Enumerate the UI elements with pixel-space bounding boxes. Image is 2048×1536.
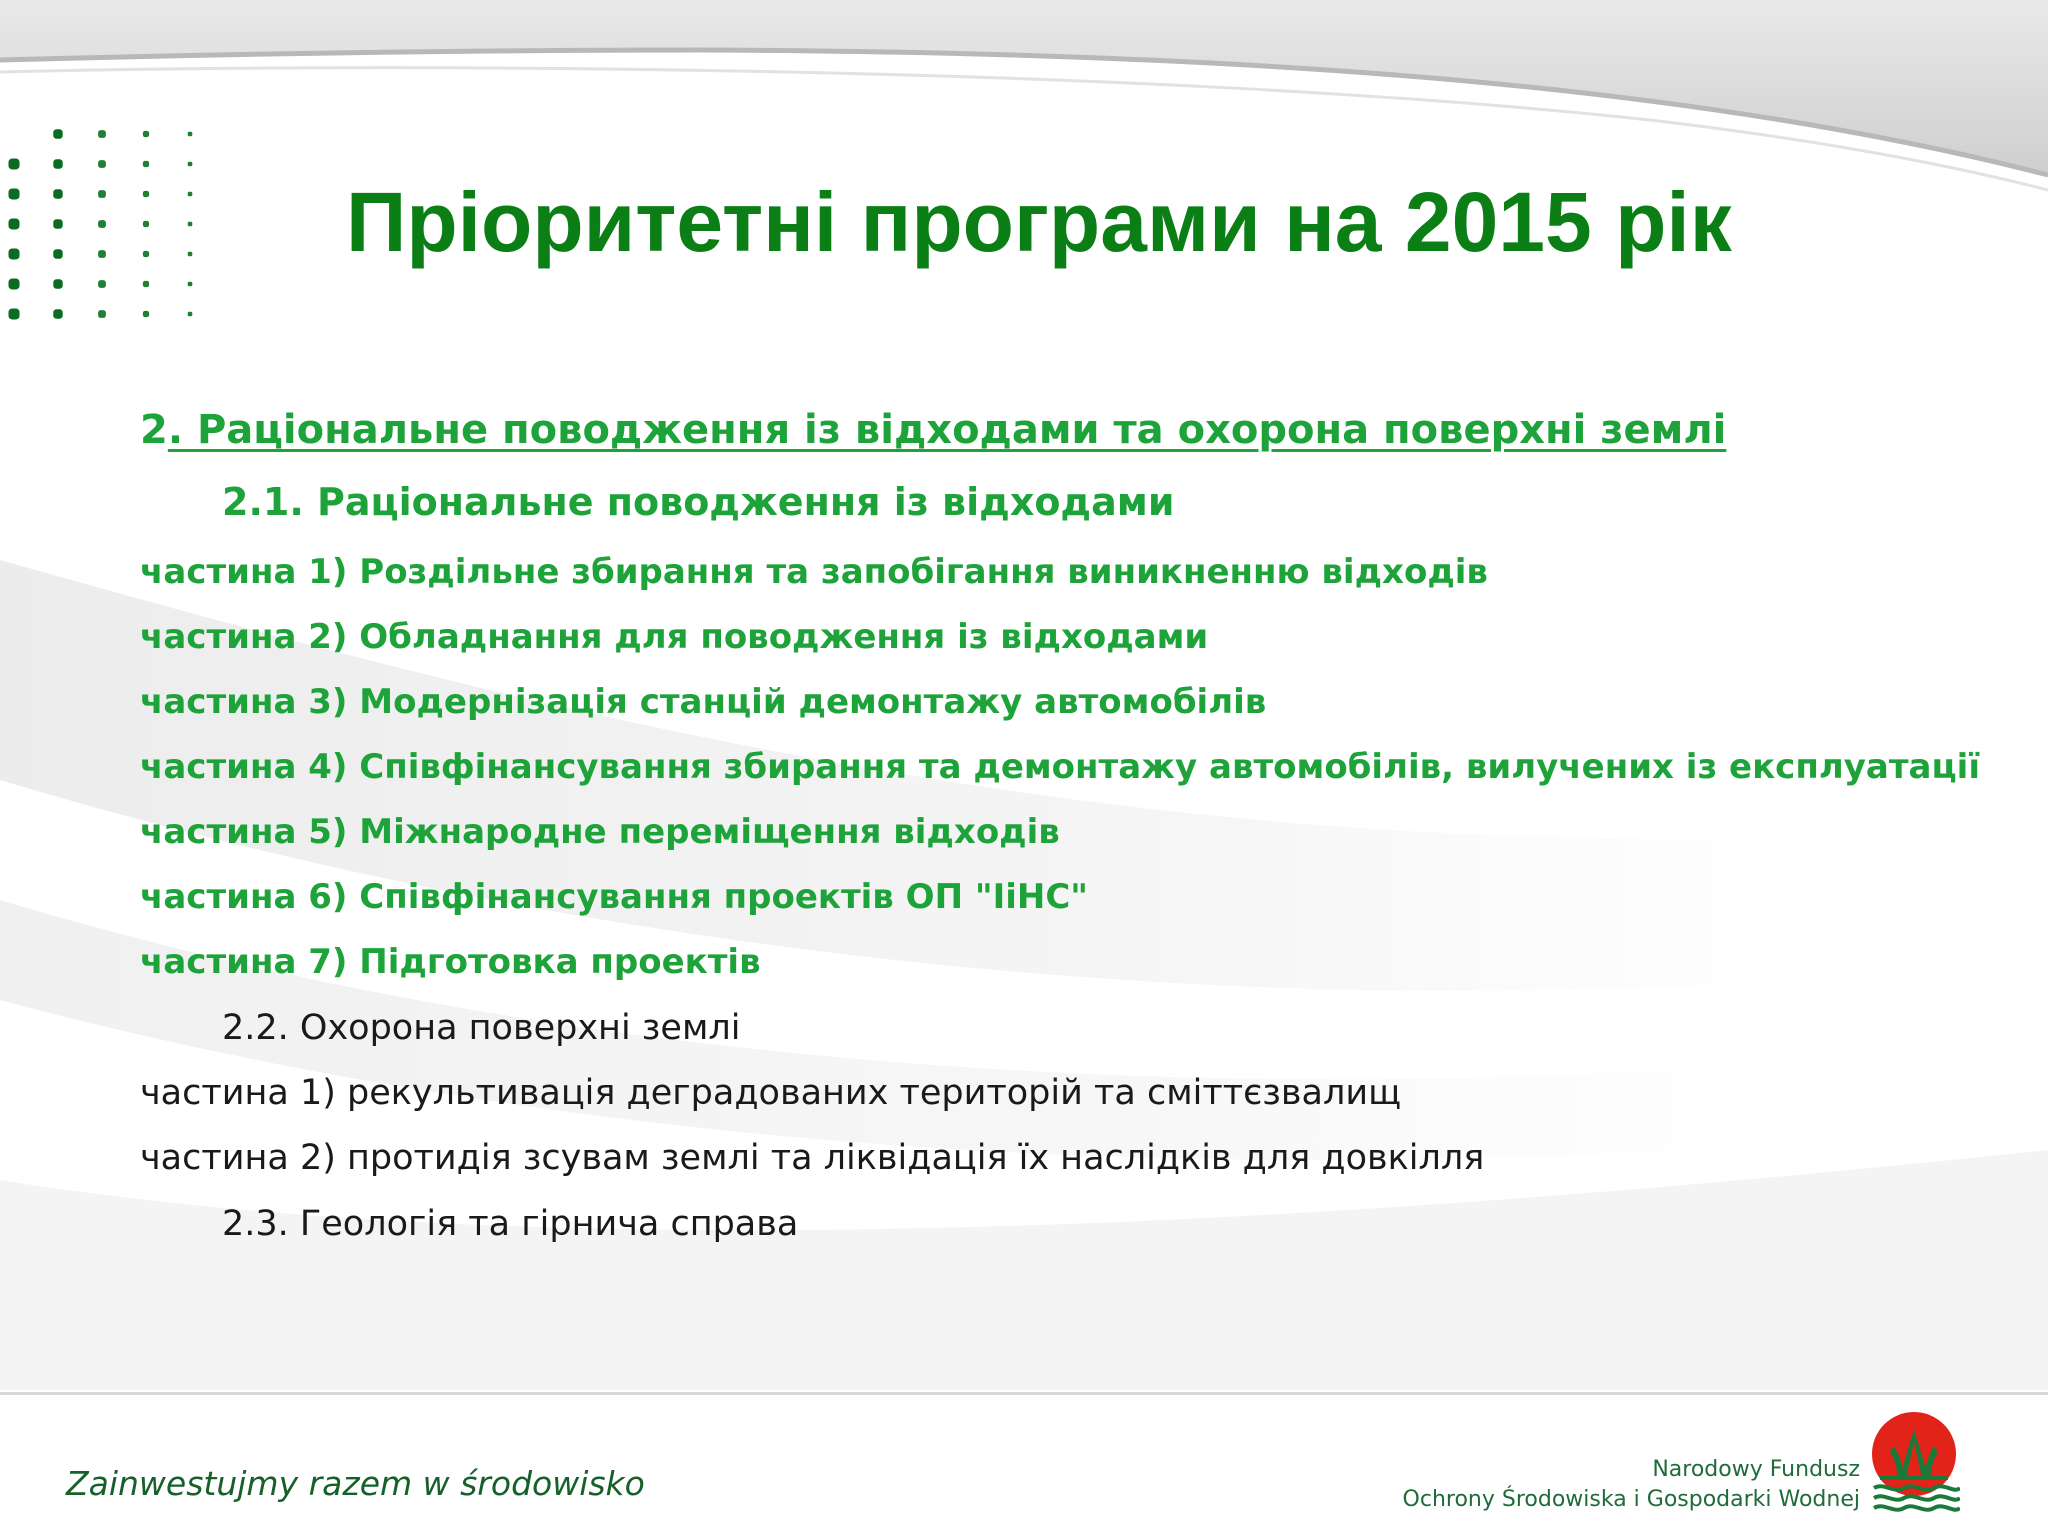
decorative-dot bbox=[143, 281, 149, 287]
decorative-dot bbox=[143, 191, 149, 197]
decorative-dot bbox=[188, 252, 193, 257]
decorative-dot bbox=[188, 132, 193, 137]
decorative-dot bbox=[53, 249, 62, 258]
decorative-dot bbox=[98, 220, 106, 228]
decorative-dot bbox=[9, 279, 20, 290]
decorative-dot bbox=[9, 249, 20, 260]
decorative-dot bbox=[98, 280, 106, 288]
decorative-dot bbox=[53, 159, 62, 168]
decorative-dot bbox=[53, 279, 62, 288]
decorative-dot bbox=[188, 222, 193, 227]
decorative-dot bbox=[98, 310, 106, 318]
list-item: частина 2) протидія зсувам землі та ліквідація їх наслідків для довкілля bbox=[140, 1138, 1485, 1178]
list-item: частина 7) Підготовка проектів bbox=[140, 942, 761, 982]
section-number: 2 bbox=[140, 407, 168, 453]
decorative-dot bbox=[98, 250, 106, 258]
decorative-dot bbox=[143, 311, 149, 317]
nfosigw-logo bbox=[1860, 1408, 1960, 1518]
organization-name-line2: Ochrony Środowiska i Gospodarki Wodnej bbox=[1402, 1487, 1860, 1512]
decorative-dot bbox=[9, 189, 20, 200]
decorative-dot bbox=[188, 312, 193, 317]
decorative-dot bbox=[188, 192, 193, 197]
list-item: частина 4) Співфінансування збирання та демонтажу автомобілів, вилучених із експлуатації bbox=[140, 747, 1980, 787]
decorative-dot bbox=[98, 130, 106, 138]
footer-tagline: Zainwestujmy razem w środowisko bbox=[66, 1464, 645, 1503]
decorative-dot bbox=[188, 282, 193, 287]
organization-name-line1: Narodowy Fundusz bbox=[1652, 1457, 1860, 1482]
subsection-heading: 2.1. Раціональне поводження із відходами bbox=[222, 480, 1175, 524]
section-title: . Раціональне поводження із відходами та охорона поверхні землі bbox=[167, 407, 1727, 453]
slide-title: Пріоритетні програми на 2015 рік bbox=[346, 175, 1732, 269]
decorative-dot bbox=[9, 219, 20, 230]
decorative-dot bbox=[53, 129, 62, 138]
footer-divider bbox=[0, 1392, 2048, 1395]
list-item: частина 1) рекультивація деградованих територій та сміттєзвалищ bbox=[140, 1073, 1402, 1113]
decorative-dot bbox=[188, 162, 193, 167]
decorative-dot bbox=[98, 160, 106, 168]
subsection-heading: 2.2. Охорона поверхні землі bbox=[222, 1008, 741, 1048]
decorative-dot bbox=[9, 159, 20, 170]
list-item: частина 1) Роздільне збирання та запобігання виникненню відходів bbox=[140, 552, 1488, 592]
decorative-dot-grid bbox=[0, 0, 220, 340]
subsection-heading: 2.3. Геологія та гірнича справа bbox=[222, 1204, 799, 1244]
decorative-dot bbox=[53, 309, 62, 318]
decorative-dot bbox=[143, 131, 149, 137]
list-item: частина 2) Обладнання для поводження із відходами bbox=[140, 617, 1209, 657]
decorative-dot bbox=[143, 161, 149, 167]
organization-name bbox=[1403, 1455, 1860, 1515]
decorative-dot bbox=[143, 251, 149, 257]
list-item: частина 3) Модернізація станцій демонтажу автомобілів bbox=[140, 682, 1267, 722]
list-item: частина 5) Міжнародне переміщення відходів bbox=[140, 812, 1060, 852]
decorative-dot bbox=[53, 219, 62, 228]
list-item: частина 6) Співфінансування проектів ОП "ІіНС" bbox=[140, 877, 1088, 917]
decorative-dot bbox=[9, 309, 20, 320]
decorative-dot bbox=[98, 190, 106, 198]
decorative-dot bbox=[53, 189, 62, 198]
decorative-dot bbox=[143, 221, 149, 227]
section-heading bbox=[140, 402, 1726, 458]
